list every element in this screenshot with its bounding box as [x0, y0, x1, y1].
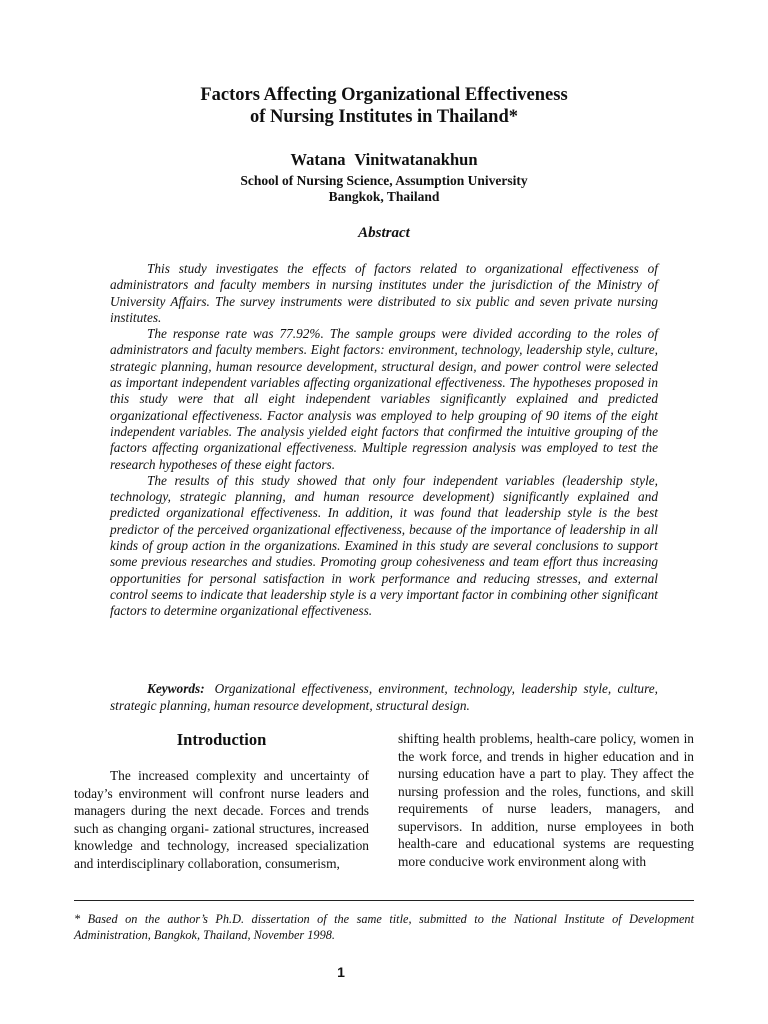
introduction-heading: Introduction: [176, 730, 267, 749]
body-column-right: [398, 730, 694, 870]
author-affiliation: [0, 173, 768, 205]
paper-title: [0, 84, 768, 128]
introduction-paragraph-left: The increased complexity and uncertainty of today’s environment will confront nurse leaders and managers during the next decade. Forces and trends such as changing organi- zational structures, increased knowledge and technology, increased specialization and interdisciplinary collaboration, consumerism,: [74, 768, 369, 871]
title-line-2: of Nursing Institutes in Thailand*: [250, 107, 518, 127]
footnote-divider: [74, 900, 694, 901]
keywords: [110, 681, 658, 714]
abstract-paragraph-1: This study investigates the effects of factors related to organizational effectiveness of administrators and faculty members in nursing institutes under the jurisdiction of the Ministry of University Affairs. The survey instruments were distributed to six public and seven private nursing institutes.: [110, 261, 658, 325]
body-column-left: [74, 730, 369, 872]
title-line-1: Factors Affecting Organizational Effectiveness: [200, 85, 568, 105]
keywords-text: Organizational effectiveness, environment, technology, leadership style, culture, strategic planning, human resource development, structural design.: [110, 681, 658, 713]
author-name: Watana Vinitwatanakhun: [290, 150, 478, 169]
abstract-body: [110, 261, 658, 620]
keywords-label: Keywords:: [147, 681, 205, 696]
footnote: * Based on the author’s Ph.D. dissertation of the same title, submitted to the National Institute of Development Administration, Bangkok, Thailand, November 1998.: [74, 912, 694, 942]
introduction-paragraph-right: shifting health problems, health-care policy, women in the work force, and trends in higher education and in nursing education have a part to play. They affect the nursing profession and the roles, functions, and skill requirements of nurse leaders, managers, and supervisors. In addition, nurse employees in both health-care and educational systems are requesting more conducive work environment along with: [398, 731, 694, 869]
abstract-paragraph-3: The results of this study showed that only four independent variables (leadership style, technology, strategic planning, and human resource development) significantly explained and predicted organizational effectiveness. In addition, it was found that leadership style is the best predictor of the perceived organizational effectiveness, because of the importance of leadership in all kinds of group action in the organizations. Examined in this study are several conclusions to support some previous researches and studies. Promoting group cohesiveness and team effort thus increasing opportunities for personal satisfaction in work performance and reducing stresses, and external control seems to indicate that leadership style is a very important factor in combining other significant factors to determine organizational effectiveness.: [110, 472, 658, 619]
affiliation-line-1: School of Nursing Science, Assumption University: [240, 173, 528, 188]
affiliation-line-2: Bangkok, Thailand: [328, 189, 440, 204]
abstract-heading: Abstract: [358, 225, 410, 241]
page-number: 1: [337, 964, 345, 980]
abstract-paragraph-2: The response rate was 77.92%. The sample groups were divided according to the roles of administrators and faculty members. Eight factors: environment, technology, leadership style, culture, strategic planning, human resource development, structural design, and power control were selected as important independent variables affecting organizational effectiveness. The hypotheses proposed in this study were that all eight independent variables significantly explained and predicted organizational effectiveness. Factor analysis was employed to help grouping of 90 items of the eight independent variables. The analysis yielded eight factors that confirmed the intuitive grouping of the factors affecting organizational effectiveness. Multiple regression analysis was employed to test the research hypotheses of these eight factors.: [110, 326, 658, 472]
